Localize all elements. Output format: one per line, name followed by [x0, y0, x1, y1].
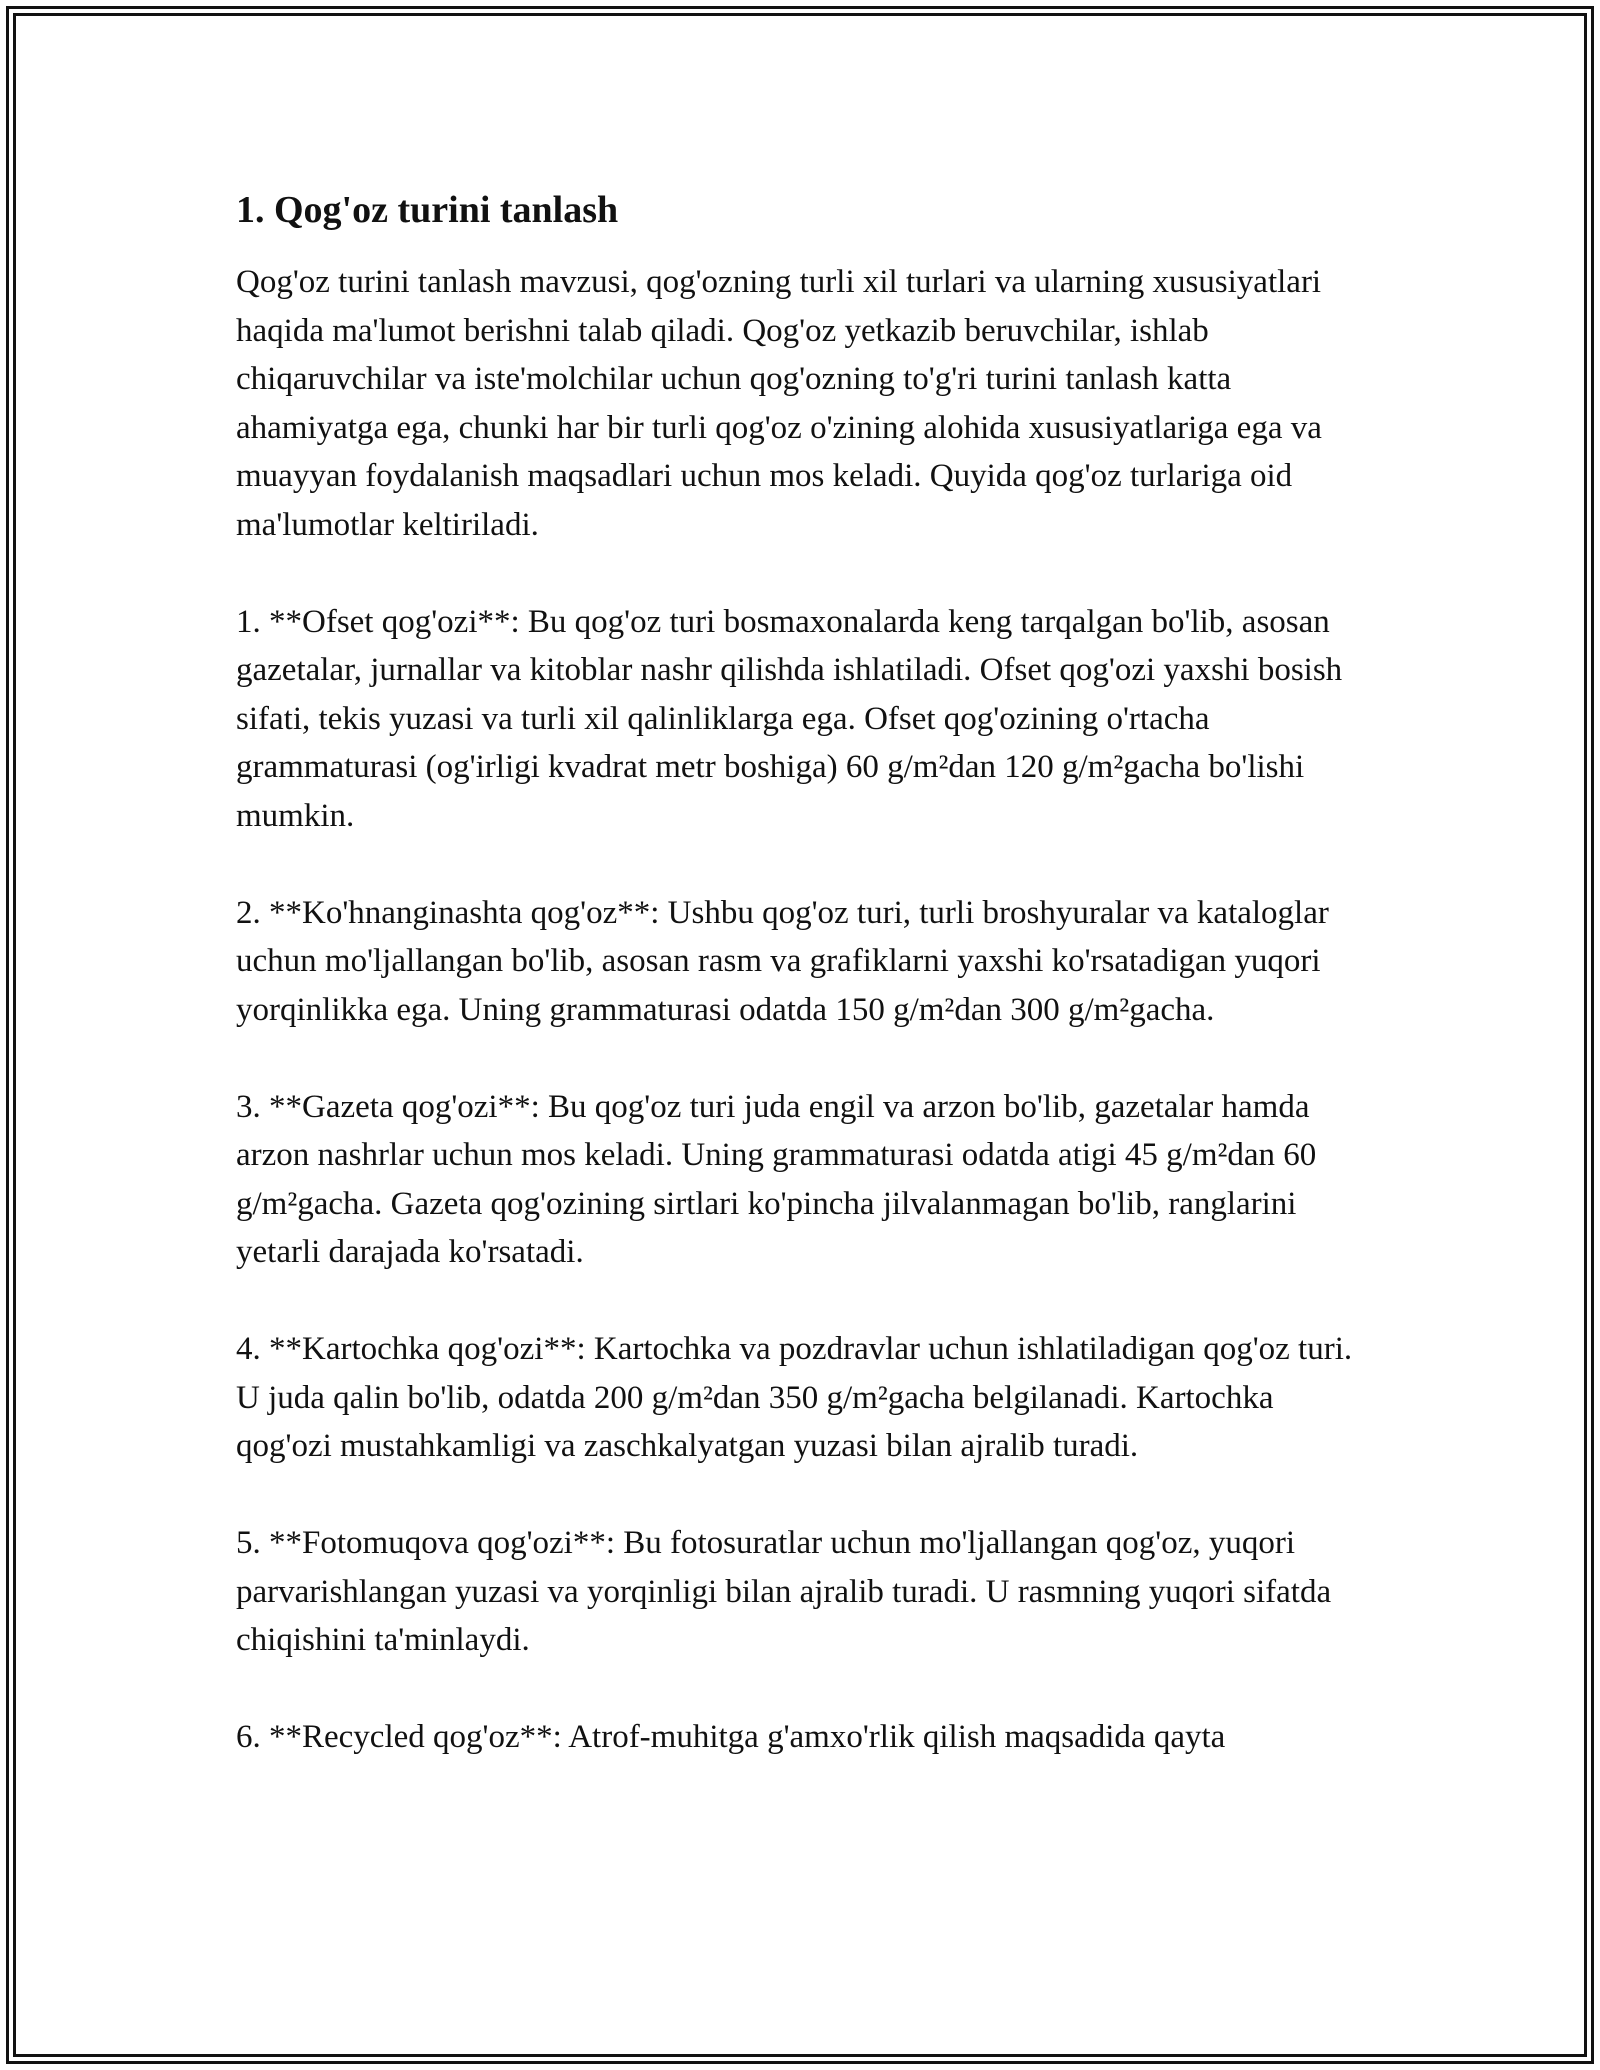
section-heading: 1. Qog'oz turini tanlash — [236, 189, 619, 231]
paragraph-kartochka: 4. **Kartochka qog'ozi**: Kartochka va pozdravlar uchun ishlatiladigan qog'oz turi. U juda qalin bo'lib, odatda 200 g/m²dan 350 g/m²gacha belgilanadi. Kartochka qog'ozi mustahkamligi va zaschkalyatgan yuzasi bilan ajralib turadi. — [236, 1331, 1353, 1464]
paragraph-fotomuqova: 5. **Fotomuqova qog'ozi**: Bu fotosuratlar uchun mo'ljallangan qog'oz, yuqori parvarishlangan yuzasi va yorqinligi bilan ajralib turadi. U rasmning yuqori sifatda chiqishini ta'minlaydi. — [236, 1525, 1332, 1658]
paragraph-gazeta: 3. **Gazeta qog'ozi**: Bu qog'oz turi juda engil va arzon bo'lib, gazetalar hamda arzon nashrlar uchun mos keladi. Uning grammaturasi odatda atigi 45 g/m²dan 60 g/m²gacha. Gazeta qog'ozining sirtlari ko'pincha jilvalanmagan bo'lib, ranglarini yetarli darajada ko'rsatadi. — [236, 1088, 1317, 1270]
paragraph-recycled: 6. **Recycled qog'oz**: Atrof-muhitga g'amxo'rlik qilish maqsadida qayta — [236, 1719, 1226, 1755]
document-body — [236, 186, 1376, 1810]
intro-paragraph: Qog'oz turini tanlash mavzusi, qog'ozning turli xil turlari va ularning xususiyatlari haqida ma'lumot berishni talab qiladi. Qog'oz yetkazib beruvchilar, ishlab chiqaruvchilar va iste'molchilar uchun qog'ozning to'g'ri turini tanlash katta ahamiyatga ega, chunki har bir turli qog'oz o'zining alohida xususiyatlariga ega va muayyan foydalanish maqsadlari uchun mos keladi. Quyida qog'oz turlariga oid ma'lumotlar keltiriladi. — [236, 264, 1322, 543]
paragraph-ofset: 1. **Ofset qog'ozi**: Bu qog'oz turi bosmaxonalarda keng tarqalgan bo'lib, asosan gazetalar, jurnallar va kitoblar nashr qilishda ishlatiladi. Ofset qog'ozi yaxshi bosish sifati, tekis yuzasi va turli xil qalinliklarga ega. Ofset qog'ozining o'rtacha grammaturasi (og'irligi kvadrat metr boshiga) 60 g/m²dan 120 g/m²gacha bo'lishi mumkin. — [236, 603, 1343, 834]
paragraph-kohnanginashta: 2. **Ko'hnanginashta qog'oz**: Ushbu qog'oz turi, turli broshyuralar va kataloglar uchun mo'ljallangan bo'lib, asosan rasm va grafiklarni yaxshi ko'rsatadigan yuqori yorqinlikka ega. Uning grammaturasi odatda 150 g/m²dan 300 g/m²gacha. — [236, 894, 1329, 1028]
